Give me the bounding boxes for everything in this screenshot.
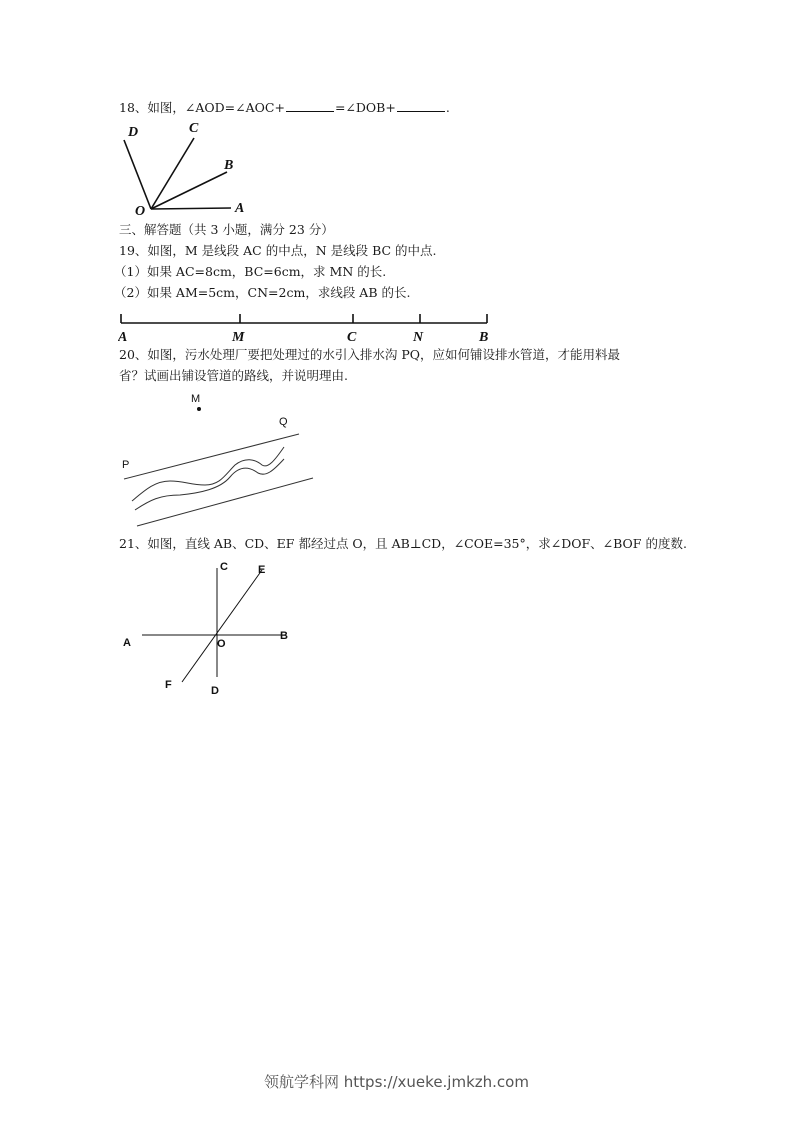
- q18-blank-2: [397, 99, 445, 112]
- q21-lines-figure: [110, 555, 310, 700]
- ditch-bank-bottom: [137, 478, 313, 526]
- ray-od: [124, 140, 151, 209]
- question-20-line-1: 20、如图，污水处理厂要把处理过的水引入排水沟 PQ，应如何铺设排水管道，才能用料最: [119, 347, 621, 362]
- label-a: A: [235, 201, 245, 216]
- q18-suffix: .: [445, 100, 450, 115]
- question-19-part-2: （2）如果 AM=5cm，CN=2cm，求线段 AB 的长.: [114, 285, 411, 300]
- question-19-stem: 19、如图，M 是线段 AC 的中点，N 是线段 BC 的中点.: [119, 243, 437, 258]
- q18-blank-1: [286, 99, 334, 112]
- section-3-heading: 三、解答题（共 3 小题，满分 23 分）: [119, 222, 334, 237]
- question-20-line-2: 省？试画出铺设管道的路线，并说明理由.: [119, 368, 348, 383]
- label-b: B: [280, 630, 288, 642]
- label-d: D: [211, 685, 219, 697]
- label-p: P: [122, 459, 130, 471]
- q20-ditch-figure: [110, 385, 330, 535]
- label-b: B: [479, 330, 489, 345]
- label-d: D: [128, 125, 139, 140]
- label-q: Q: [279, 416, 288, 428]
- label-c: C: [220, 561, 228, 573]
- ray-oa: [151, 208, 231, 209]
- label-o: O: [135, 204, 146, 218]
- label-f: F: [165, 679, 172, 691]
- q18-mid: =∠DOB+: [334, 100, 396, 115]
- footer-watermark: 领航学科网 https://xueke.jmkzh.com: [264, 1073, 529, 1091]
- question-18: [119, 99, 450, 116]
- ditch-bank-top: [124, 434, 299, 479]
- q18-angle-figure: [110, 118, 250, 218]
- label-c: C: [347, 330, 357, 345]
- label-e: E: [258, 564, 266, 576]
- label-b: B: [224, 158, 234, 173]
- point-m: [197, 407, 201, 411]
- q19-segment-figure: [118, 306, 498, 346]
- q18-prefix: 18、如图，∠AOD=∠AOC+: [119, 100, 285, 115]
- label-a: A: [123, 637, 131, 649]
- label-m: M: [191, 393, 201, 405]
- label-o: O: [217, 638, 226, 650]
- line-ef: [182, 570, 262, 682]
- label-m: M: [232, 330, 245, 345]
- question-21-stem: 21、如图，直线 AB、CD、EF 都经过点 O，且 AB⊥CD，∠COE=35°，求∠DOF、∠BOF 的度数.: [119, 536, 687, 551]
- question-19-part-1: （1）如果 AC=8cm，BC=6cm，求 MN 的长.: [114, 264, 387, 279]
- label-n: N: [413, 330, 424, 345]
- label-a: A: [118, 330, 128, 345]
- label-c: C: [189, 121, 199, 136]
